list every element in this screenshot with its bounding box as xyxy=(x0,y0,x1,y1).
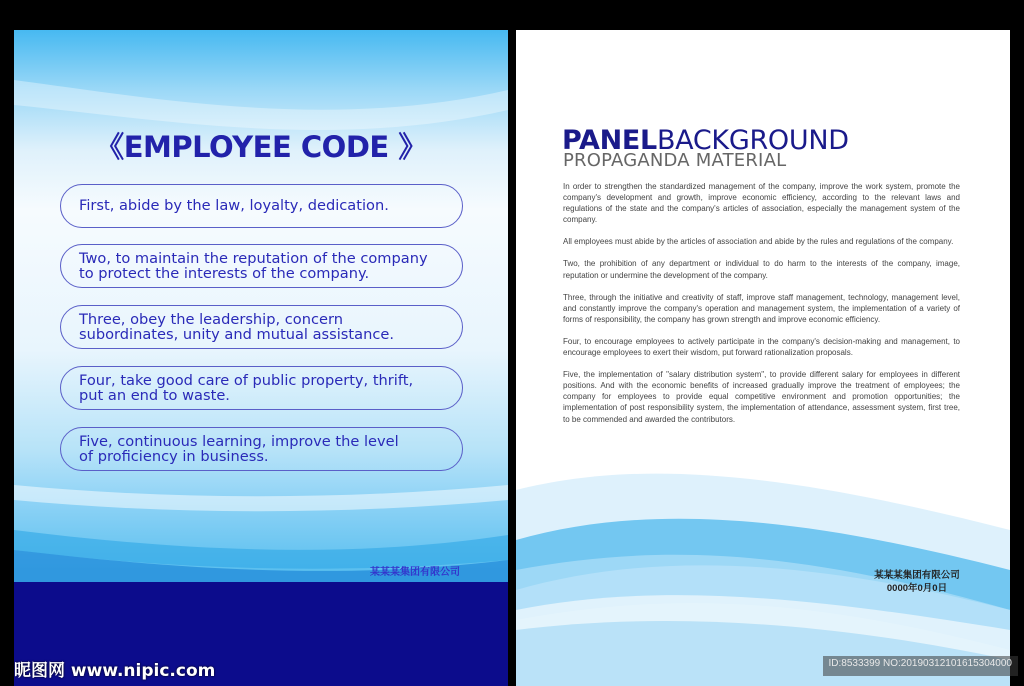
paragraph: Five, the implementation of "salary distribution system", to provide different salary for employees in different positions. And with the economic benefits of increased gradually improve the treatment of employees; the company for employees to provide equal competitive environment and promotion opportunities; the implementation of post responsibility system, the implementation of attendance, assessment system, first tree, to be commended and awarded the contributors. xyxy=(563,370,960,424)
code-item-1 xyxy=(60,184,463,228)
paragraph: Three, through the initiative and creativity of staff, improve staff management, technology, management level, and constantly improve the company's operation and management system, the implementation of a variety of forms of responsibility, the company has grown strength and improve economic efficiency. xyxy=(563,292,960,324)
code-item-text: First, abide by the law, loyalty, dedication. xyxy=(79,197,389,215)
company-name: 某某某集团有限公司 xyxy=(370,567,460,578)
image-id-watermark: ID:8533399 NO:20190312101615304000 xyxy=(823,656,1019,676)
company-name: 某某某集团有限公司 xyxy=(874,570,960,581)
code-item-text: Three, obey the leadership, concern subordinates, unity and mutual assistance. xyxy=(79,310,394,343)
panel-title-light: BACKGROUND xyxy=(656,125,849,156)
code-item-text: Four, take good care of public property, thrift, put an end to waste. xyxy=(79,371,414,404)
code-item-2 xyxy=(60,244,463,288)
body-text xyxy=(563,181,960,436)
code-item-text: Five, continuous learning, improve the level of proficiency in business. xyxy=(79,432,399,465)
date-line: 0000年0月0日 xyxy=(886,583,948,594)
code-item-text: Two, to maintain the reputation of the company to protect the interests of the company. xyxy=(79,249,428,282)
propaganda-poster xyxy=(516,30,1010,686)
paragraph: All employees must abide by the articles of association and abide by the rules and regulations of the company. xyxy=(563,237,954,247)
code-item-4 xyxy=(60,366,463,410)
site-watermark: 昵图网 www.nipic.com xyxy=(14,661,216,681)
code-item-5 xyxy=(60,427,463,471)
code-item-3 xyxy=(60,305,463,349)
panel-title-bold: PANEL xyxy=(562,125,657,156)
paragraph: Four, to encourage employees to actively participate in the company's decision-making and management, to encourage employees to exert their wisdom, put forward rationalization proposals. xyxy=(563,336,960,358)
poster-title: 《EMPLOYEE CODE 》 xyxy=(95,130,427,164)
paragraph: In order to strengthen the standardized management of the company, improve the work system, promote the company's development and growth, improve economic efficiency, according to the relevant laws and regulations of the state and the company's articles of association, especially the management system of the company. xyxy=(563,182,960,225)
employee-code-poster xyxy=(14,30,508,686)
panel-subtitle: PROPAGANDA MATERIAL xyxy=(563,150,787,171)
paragraph: Two, the prohibition of any department or individual to do harm to the interests of the company, image, reputation or undermine the development of the company. xyxy=(563,259,960,280)
